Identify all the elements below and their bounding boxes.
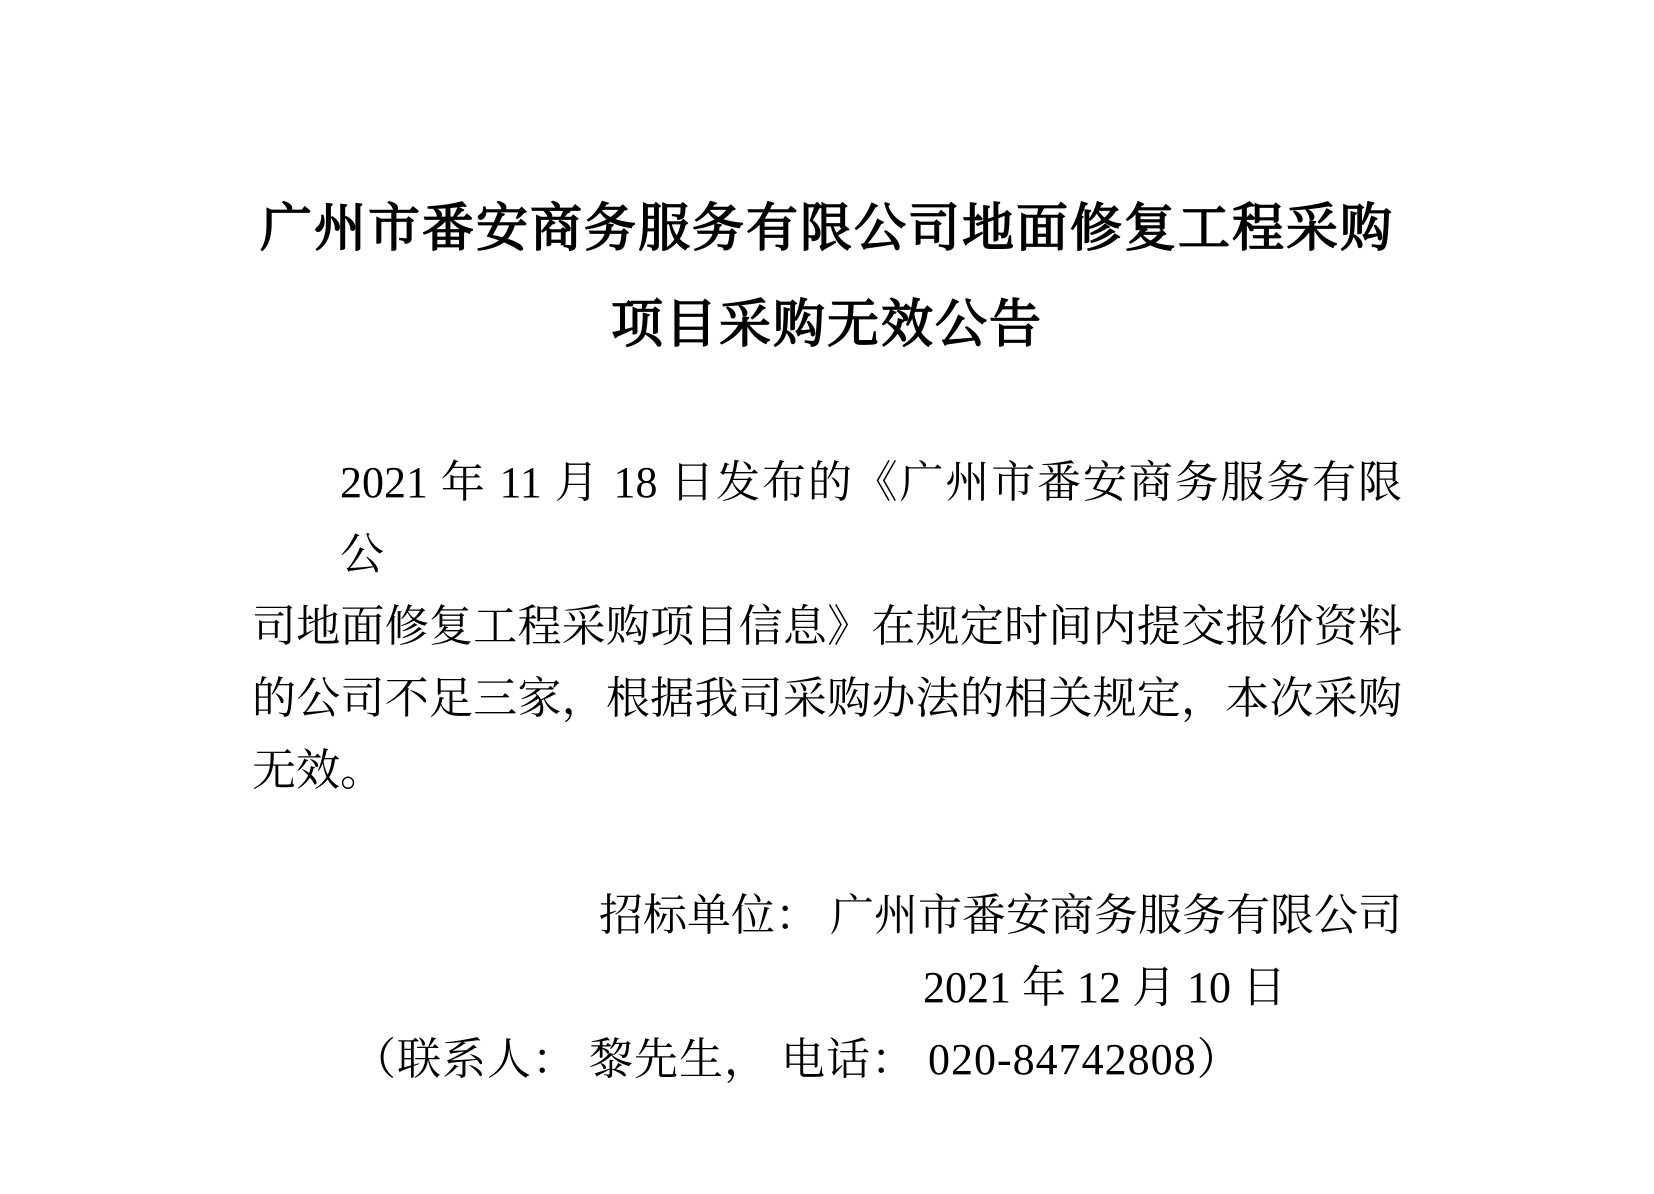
signature-issuer: 招标单位： 广州市番安商务服务有限公司 xyxy=(599,891,1402,940)
signature-date: 2021 年 12 月 10 日 xyxy=(923,963,1286,1012)
body-line-2: 司地面修复工程采购项目信息》在规定时间内提交报价资料 xyxy=(252,602,1402,651)
body-line-4: 无效。 xyxy=(252,746,384,795)
document-title xyxy=(252,182,1402,374)
signature-contact: （联系人： 黎先生， 电话： 020-84742808） xyxy=(352,1035,1242,1084)
body-paragraph xyxy=(252,447,1402,807)
title-line-1: 广州市番安商务服务有限公司地面修复工程采购 xyxy=(259,201,1394,258)
body-line-1: 2021 年 11 月 18 日发布的《广州市番安商务服务有限公 xyxy=(340,458,1402,579)
body-line-3: 的公司不足三家，根据我司采购办法的相关规定，本次采购 xyxy=(252,674,1402,723)
title-line-2: 项目采购无效公告 xyxy=(610,297,1043,354)
